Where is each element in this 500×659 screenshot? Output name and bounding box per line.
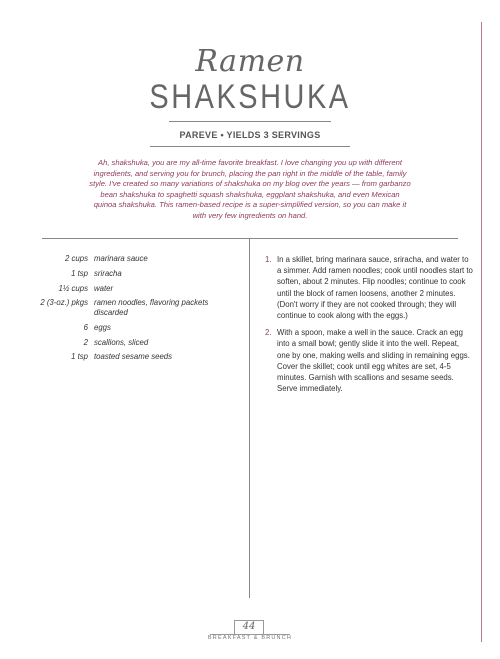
ingredient-qty: 2 cups <box>65 254 88 263</box>
ingredient-list <box>30 254 240 367</box>
ingredient-qty: 1 tsp <box>71 352 88 362</box>
column-divider <box>249 238 250 598</box>
step-number: 2. <box>265 328 272 338</box>
ingredient-name: eggs <box>94 322 111 332</box>
instruction-step <box>265 254 473 321</box>
recipe-intro: Ah, shakshuka, you are my all-time favorite breakfast. I love changing you up with different ingredients, and serving you for brunch, placing the pan right in the middle of the table, family style. I've created so many variations of shakshuka on my blog over the years — from garbanzo bean shakshuka to spaghetti squash shakshuka, eggplant shakshuka, and even Mexican quinoa shakshuka. This ramen-based recipe is a super-simplified version, so you can make it with very few ingredients on hand. <box>89 158 411 220</box>
ingredient-qty: 1 tsp <box>71 268 88 278</box>
ingredient-row <box>30 284 240 294</box>
recipe-title-caps: SHAKSHUKA <box>149 78 351 116</box>
ingredient-name: toasted sesame seeds <box>94 352 173 362</box>
ingredient-name: water <box>94 283 114 293</box>
yield-line: PAREVE • YIELDS 3 SERVINGS <box>179 130 321 140</box>
ingredient-qty: 2 <box>83 337 88 347</box>
section-label: BREAKFAST & BRUNCH <box>207 635 293 641</box>
ingredient-row <box>30 269 240 279</box>
yield-divider <box>150 146 350 147</box>
ingredient-qty: 1½ cups <box>58 283 88 293</box>
ingredient-row <box>30 298 240 317</box>
section-divider <box>42 238 458 239</box>
ingredient-name: ramen noodles, flavoring packets discarded <box>94 298 209 317</box>
recipe-title-script: Ramen <box>195 44 305 79</box>
ingredient-name: scallions, sliced <box>94 337 149 347</box>
ingredient-row <box>30 352 240 362</box>
ingredient-name: marinara sauce <box>94 254 148 263</box>
ingredient-row <box>30 338 240 348</box>
ingredient-row <box>30 254 240 264</box>
step-text: In a skillet, bring marinara sauce, sriracha, and water to a simmer. Add ramen noodles; cook until noodles start to soften, about 2 minutes. Flip noodles; continue to cook until the block of ramen loosens, another 2 minutes. (Don't worry if they are not cooked through; they will continue to cook along with the eggs.) <box>277 255 473 321</box>
page-number: 44 <box>242 621 256 632</box>
title-divider <box>169 121 331 122</box>
step-text: With a spoon, make a well in the sauce. Crack an egg into a small bowl; gently slide it into the well. Repeat, one by one, making wells and sliding in remaining eggs. Cover the skillet; cook until egg whites are set, 4-5 minutes. Garnish with scallions and sesame seeds. Serve immediately. <box>277 328 470 394</box>
step-number: 1. <box>265 255 272 264</box>
ingredient-name: sriracha <box>94 268 122 278</box>
instruction-list <box>265 254 473 400</box>
ingredient-row <box>30 323 240 333</box>
ingredient-qty: 6 <box>83 322 88 332</box>
instruction-step <box>265 327 473 394</box>
ingredient-qty: 2 (3-oz.) pkgs <box>40 298 88 308</box>
